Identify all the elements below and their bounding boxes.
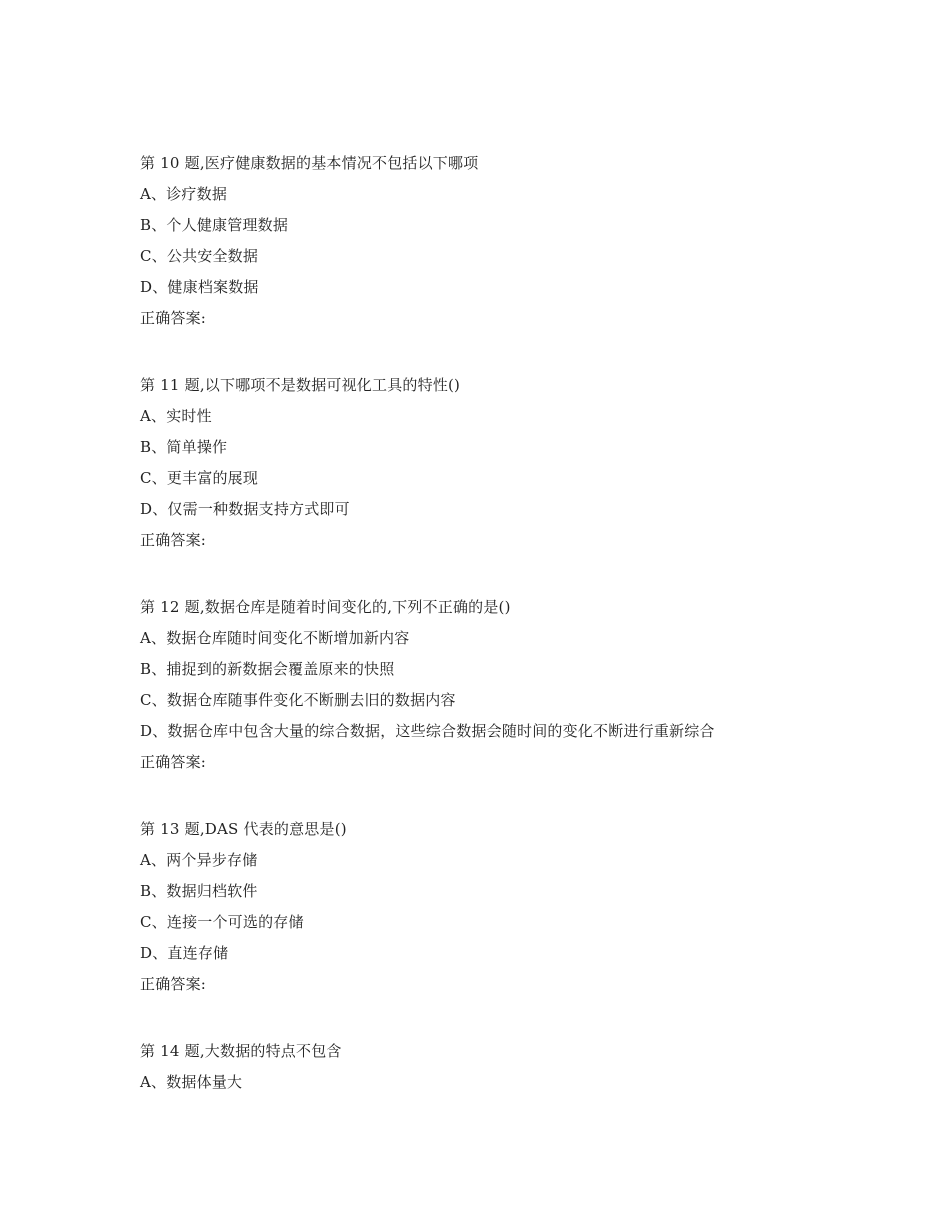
option-a: A、数据仓库随时间变化不断增加新内容 bbox=[140, 629, 410, 647]
option-b: B、个人健康管理数据 bbox=[140, 216, 289, 234]
option-b: B、捕捉到的新数据会覆盖原来的快照 bbox=[140, 660, 395, 678]
option-c: C、数据仓库随事件变化不断删去旧的数据内容 bbox=[140, 691, 456, 709]
question-title: 第 13 题,DAS 代表的意思是() bbox=[140, 820, 347, 838]
option-b: B、数据归档软件 bbox=[140, 882, 258, 900]
option-c: C、更丰富的展现 bbox=[140, 469, 259, 487]
question-title: 第 14 题,大数据的特点不包含 bbox=[140, 1042, 342, 1060]
question-14 bbox=[140, 1036, 920, 1098]
option-a: A、实时性 bbox=[140, 407, 212, 425]
option-d: D、直连存储 bbox=[140, 944, 229, 962]
option-a: A、两个异步存储 bbox=[140, 851, 258, 869]
question-13 bbox=[140, 814, 920, 1000]
question-list bbox=[140, 148, 920, 1134]
answer-label: 正确答案: bbox=[140, 753, 207, 771]
option-c: C、公共安全数据 bbox=[140, 247, 259, 265]
option-a: A、诊疗数据 bbox=[140, 185, 228, 203]
option-d: D、仅需一种数据支持方式即可 bbox=[140, 500, 350, 518]
question-11 bbox=[140, 370, 920, 556]
question-10 bbox=[140, 148, 920, 334]
option-a: A、数据体量大 bbox=[140, 1073, 243, 1091]
option-c: C、连接一个可选的存储 bbox=[140, 913, 304, 931]
question-12 bbox=[140, 592, 920, 778]
answer-label: 正确答案: bbox=[140, 309, 207, 327]
option-b: B、简单操作 bbox=[140, 438, 228, 456]
question-title: 第 10 题,医疗健康数据的基本情况不包括以下哪项 bbox=[140, 154, 479, 172]
option-d: D、数据仓库中包含大量的综合数据，这些综合数据会随时间的变化不断进行重新综合 bbox=[140, 722, 715, 740]
option-d: D、健康档案数据 bbox=[140, 278, 259, 296]
answer-label: 正确答案: bbox=[140, 975, 207, 993]
answer-label: 正确答案: bbox=[140, 531, 207, 549]
question-title: 第 12 题,数据仓库是随着时间变化的,下列不正确的是() bbox=[140, 598, 511, 616]
question-title: 第 11 题,以下哪项不是数据可视化工具的特性() bbox=[140, 376, 461, 394]
